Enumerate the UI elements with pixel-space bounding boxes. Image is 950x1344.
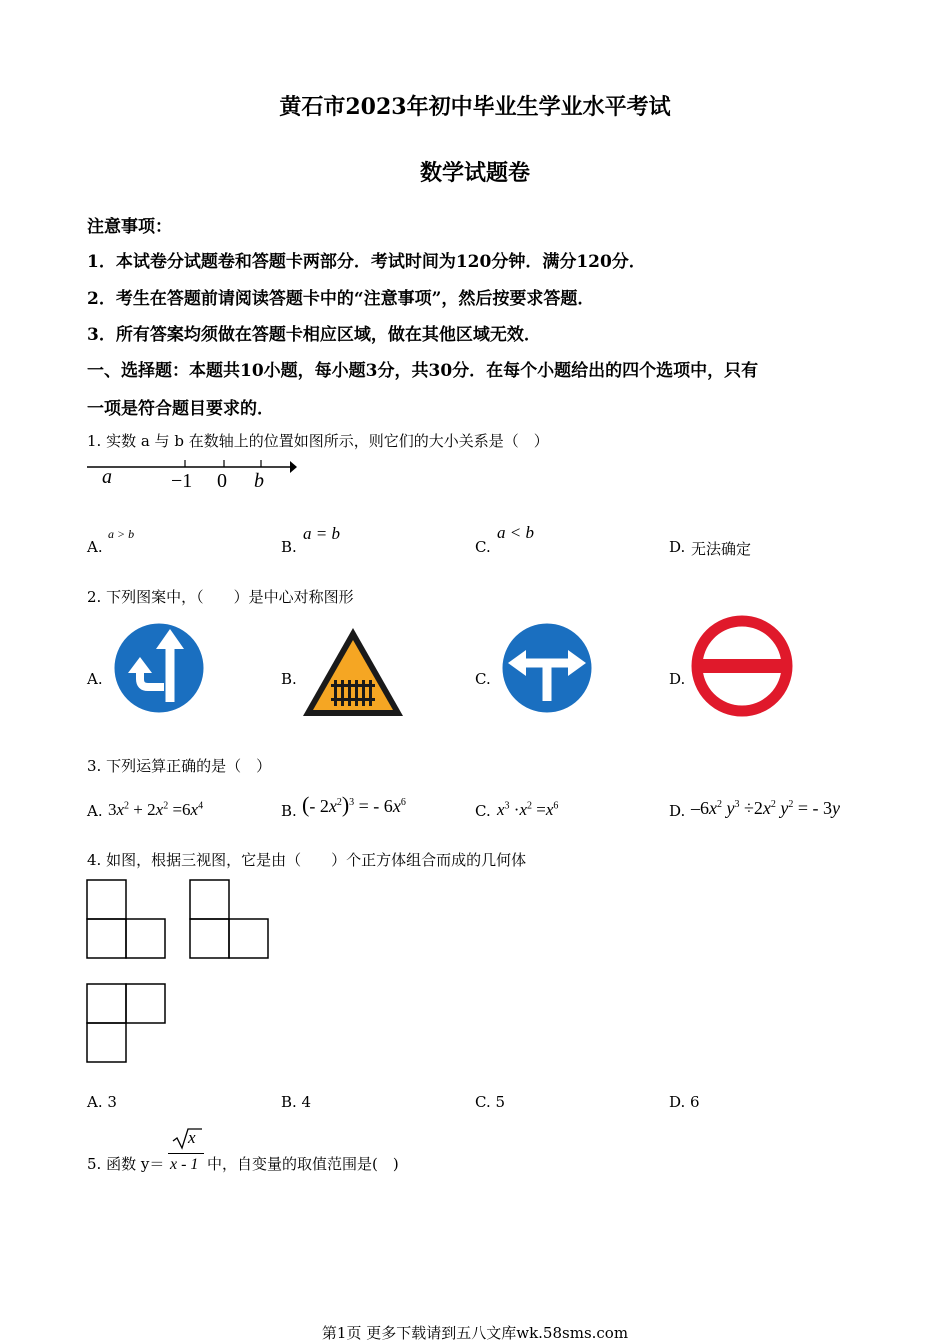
q2-option-d-label: D. bbox=[669, 670, 686, 688]
q1-option-b-expr: a = b bbox=[303, 524, 340, 543]
question-5-suffix: 中，自变量的取值范围是( ) bbox=[207, 1155, 399, 1173]
notice-item-2: 2．考生在答题前请阅读答题卡中的“注意事项”，然后按要求答题． bbox=[87, 289, 595, 309]
q2-option-b-label: B. bbox=[281, 670, 297, 688]
sign-straight-or-left-icon bbox=[108, 617, 210, 719]
q3-option-a-expr: $3x^2 + 2x^2 =6x^4$ bbox=[108, 800, 204, 819]
section-heading-line1: 一、选择题：本题共10小题，每小题3分，共30分．在每个小题给出的四个选项中，只有 bbox=[87, 361, 759, 381]
q3-option-a-label: A. bbox=[87, 802, 103, 820]
railway-crossing-warning-icon bbox=[301, 626, 405, 718]
q1-option-a-label: A. bbox=[87, 538, 103, 556]
axis-label-minus1: −1 bbox=[171, 470, 193, 492]
q1-option-d-text: 无法确定 bbox=[691, 540, 752, 558]
q3-option-c-label: C. bbox=[475, 802, 491, 820]
sign-left-or-right-icon bbox=[496, 617, 598, 719]
exam-subtitle: 数学试题卷 bbox=[419, 160, 530, 186]
page-footer: 第1页 更多下载请到五八文库wk.58sms.com bbox=[321, 1324, 629, 1342]
q4-option-a: A. 3 bbox=[87, 1093, 117, 1111]
section-heading-line2: 一项是符合题目要求的． bbox=[87, 399, 274, 419]
q3-option-d-label: D. bbox=[669, 802, 686, 820]
q3-option-b-label: B. bbox=[281, 802, 297, 820]
question-3-stem: 3. 下列运算正确的是（ ） bbox=[87, 757, 272, 775]
q1-option-c-label: C. bbox=[475, 538, 491, 556]
side-view-figure bbox=[189, 879, 271, 961]
question-4-stem: 4. 如图，根据三视图，它是由（ ）个正方体组合而成的几何体 bbox=[87, 851, 527, 869]
fraction-numerator: x bbox=[188, 1128, 196, 1147]
q1-option-c-expr: a < b bbox=[497, 523, 534, 542]
q4-option-b: B. 4 bbox=[281, 1093, 312, 1111]
q1-option-b-label: B. bbox=[281, 538, 297, 556]
fraction-bar bbox=[168, 1153, 204, 1154]
q3-option-b-expr: (- $2x^2)^3$ = - $6x^6$ bbox=[302, 792, 406, 817]
axis-label-b: b bbox=[254, 470, 264, 492]
q2-option-c-label: C. bbox=[475, 670, 491, 688]
number-line-figure bbox=[85, 455, 305, 495]
exam-title: 黄石市2023年初中毕业生学业水平考试 bbox=[279, 94, 671, 120]
axis-label-a: a bbox=[102, 466, 112, 488]
question-5-prefix: 5. 函数 y＝ bbox=[87, 1155, 165, 1173]
notice-item-3: 3．所有答案均须做在答题卡相应区域，做在其他区域无效． bbox=[87, 325, 541, 345]
sqrt-sign bbox=[172, 1127, 202, 1151]
axis-label-0: 0 bbox=[217, 470, 227, 492]
top-view-figure bbox=[86, 983, 168, 1065]
question-1-stem: 1. 实数 a 与 b 在数轴上的位置如图所示，则它们的大小关系是（ ） bbox=[87, 432, 549, 450]
q3-option-c-expr: $x^3 \cdot x^2 =x^6$ bbox=[497, 800, 559, 819]
notice-heading: 注意事项： bbox=[87, 217, 172, 237]
question-2-stem: 2. 下列图案中，（ ）是中心对称图形 bbox=[87, 588, 354, 606]
front-view-figure bbox=[86, 879, 168, 961]
q4-option-d: D. 6 bbox=[669, 1093, 700, 1111]
q2-option-a-label: A. bbox=[87, 670, 103, 688]
fraction-denominator: x - 1 bbox=[170, 1156, 199, 1173]
q1-option-d-label: D. bbox=[669, 538, 686, 556]
no-entry-sign-icon bbox=[690, 614, 794, 718]
q3-option-d-expr: $-6x^2$ $y^3 \div 2x^2$ $y^2$ = - 3y bbox=[691, 798, 841, 818]
notice-item-1: 1．本试卷分试题卷和答题卡两部分．考试时间为120分钟．满分120分． bbox=[87, 252, 646, 272]
q4-option-c: C. 5 bbox=[475, 1093, 506, 1111]
q1-option-a-expr: a > b bbox=[108, 527, 135, 541]
